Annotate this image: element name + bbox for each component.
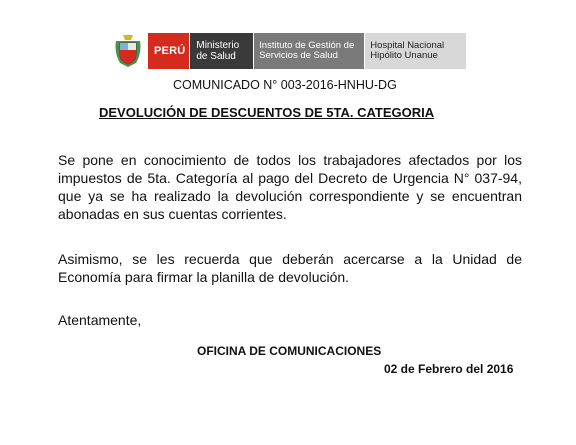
hospital-line2: Hipólito Unanue — [370, 50, 438, 61]
institutional-header — [112, 33, 466, 69]
ministry-line1: Ministerio — [196, 40, 240, 51]
institute-line2: Servicios de Salud — [259, 50, 338, 61]
paragraph-2: Asimismo, se les recuerda que deberán acercarse a la Unidad de Economía para firmar la planilla de devolución. — [58, 251, 522, 285]
ministry-line2: de Salud — [196, 51, 236, 62]
peru-label — [148, 33, 189, 69]
institute-line1: Instituto de Gestión de — [259, 39, 355, 51]
hospital-label — [364, 33, 466, 69]
document-date: 02 de Febrero del 2016 — [384, 362, 514, 376]
signature-office: OFICINA DE COMUNICACIONES — [197, 344, 382, 358]
country-name: PERÚ — [154, 45, 186, 57]
document-title: DEVOLUCIÓN DE DESCUENTOS DE 5TA. CATEGORIA — [99, 105, 435, 120]
comunicado-number: COMUNICADO N° 003-2016-HNHU-DG — [173, 78, 397, 92]
ministry-label — [189, 33, 253, 69]
paragraph-1: Se pone en conocimiento de todos los trabajadores afectados por los impuestos de 5ta. Categoría al pago del Decreto de Urgencia N° 037-94, que ya se ha realizado la devolución correspondiente y se encuentran abonadas en sus cuentas corrientes. — [58, 152, 522, 222]
closing-text: Atentamente, — [58, 312, 142, 328]
hospital-line1: Hospital Nacional — [370, 39, 445, 51]
institute-label — [253, 33, 364, 69]
peru-coat-of-arms-icon — [112, 33, 144, 69]
